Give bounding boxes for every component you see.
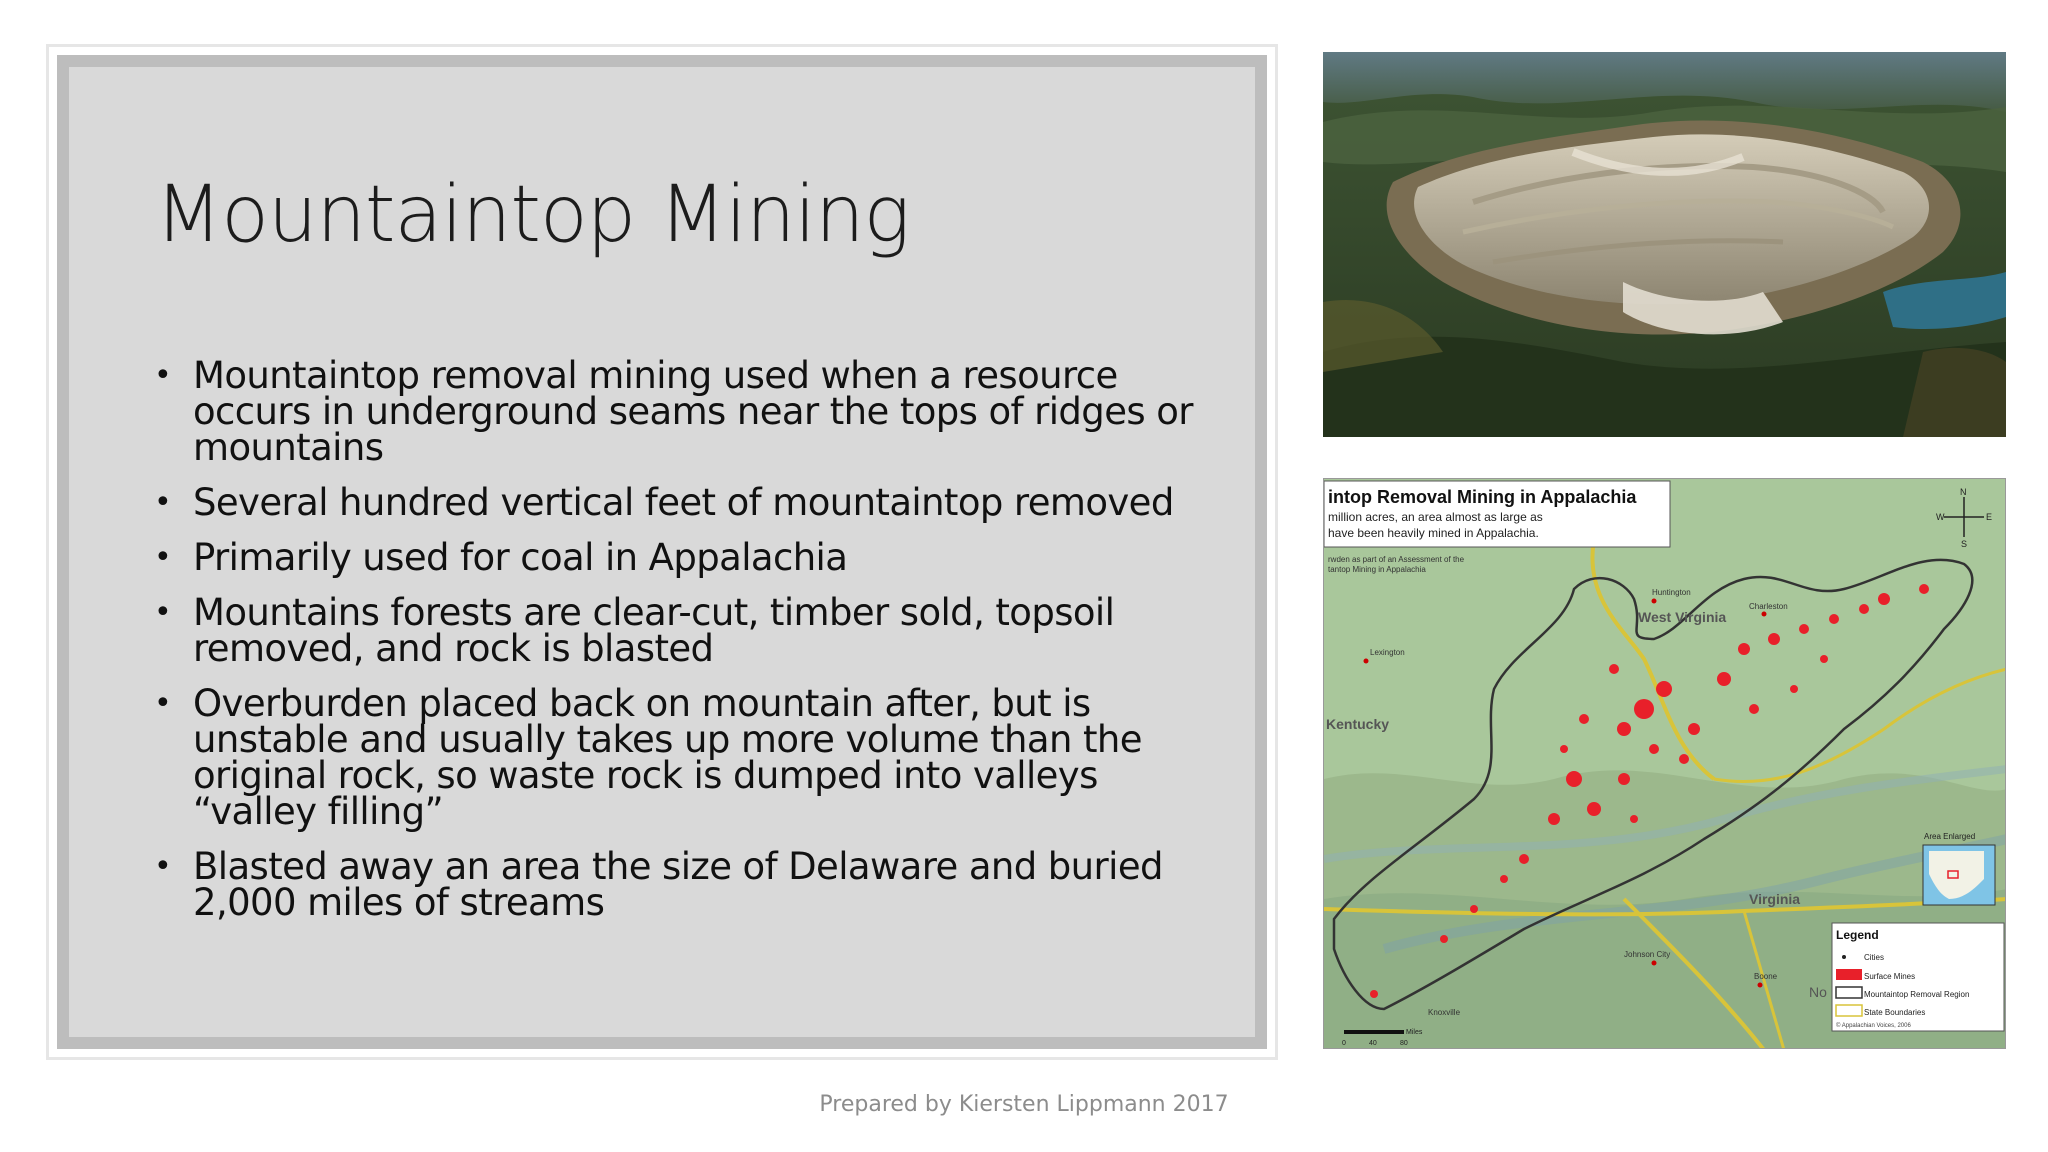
bullet-text: Blasted away an area the size of Delaware and buried 2,000 miles of streams [193, 845, 1163, 924]
map-subtitle-line2: have been heavily mined in Appalachia. [1328, 526, 1539, 540]
legend-cities: Cities [1864, 953, 1885, 962]
bullet-text: Mountains forests are clear-cut, timber sold, topsoil removed, and rock is blasted [193, 591, 1115, 670]
label-boone: Boone [1754, 972, 1778, 981]
city-dot [1758, 983, 1763, 988]
city-dot [1762, 612, 1767, 617]
map-title: intop Removal Mining in Appalachia [1328, 487, 1637, 507]
city-dot [1364, 659, 1369, 664]
bullet-icon: • [154, 686, 172, 721]
label-huntington: Huntington [1652, 588, 1691, 597]
bullet-item [150, 845, 1210, 924]
legend-mines-swatch [1836, 969, 1862, 980]
scale-80: 80 [1400, 1040, 1408, 1047]
map-subtitle-line1: million acres, an area almost as large as [1328, 510, 1543, 524]
appalachia-mining-map [1323, 478, 2006, 1049]
bullet-icon: • [154, 849, 172, 884]
legend-region: Mountaintop Removal Region [1864, 990, 1970, 999]
label-charleston: Charleston [1749, 602, 1788, 611]
bullet-text: Overburden placed back on mountain after, but is unstable and usually takes up more volume than the original rock, so waste rock is dumped into valleys “valley filling” [193, 682, 1142, 833]
city-dot [1652, 961, 1657, 966]
bullet-item [150, 591, 1210, 670]
legend-surface-mines: Surface Mines [1864, 972, 1916, 981]
scale-40: 40 [1369, 1040, 1377, 1047]
bullet-item [150, 536, 1210, 579]
bullet-icon: • [154, 540, 172, 575]
bullet-item [150, 481, 1210, 524]
slide-title: Mountaintop Mining [155, 170, 910, 260]
slide-footer: Prepared by Kiersten Lippmann 2017 [819, 1092, 1229, 1117]
label-kentucky: Kentucky [1326, 716, 1390, 732]
bullet-list [150, 354, 1210, 940]
compass-n: N [1960, 487, 1967, 497]
scale-bar [1344, 1030, 1404, 1034]
map-note-line1: rwden as part of an Assessment of the [1328, 555, 1465, 564]
bullet-text: Several hundred vertical feet of mountaintop removed [193, 481, 1174, 524]
bullet-icon: • [154, 358, 172, 393]
legend-state-boundaries: State Boundaries [1864, 1008, 1926, 1017]
scale-0: 0 [1342, 1040, 1346, 1047]
area-enlarged-label: Area Enlarged [1924, 832, 1976, 841]
scale-miles: Miles [1406, 1029, 1423, 1036]
label-no: No [1809, 984, 1827, 1000]
mountaintop-mine-photo [1323, 52, 2006, 437]
legend-cities-swatch [1842, 955, 1846, 959]
city-dot [1652, 599, 1657, 604]
label-lexington: Lexington [1370, 648, 1405, 657]
label-johnson-city: Johnson City [1624, 950, 1671, 959]
bullet-icon: • [154, 595, 172, 630]
map-note-line2: tantop Mining in Appalachia [1328, 565, 1426, 574]
bullet-text: Mountaintop removal mining used when a resource occurs in underground seams near the tops of ridges or mountains [193, 354, 1193, 469]
compass-e: E [1986, 512, 1993, 522]
photo-illustration [1323, 52, 2006, 437]
compass-w: W [1936, 512, 1945, 522]
map-illustration [1324, 479, 2006, 1049]
bullet-icon: • [154, 485, 172, 520]
bullet-item [150, 354, 1210, 469]
label-knoxville: Knoxville [1428, 1008, 1461, 1017]
label-virginia: Virginia [1749, 891, 1801, 907]
legend-title: Legend [1836, 928, 1879, 942]
label-west-virginia: West Virginia [1638, 609, 1727, 625]
bullet-text: Primarily used for coal in Appalachia [193, 536, 848, 579]
compass-s: S [1961, 539, 1968, 549]
bullet-item [150, 682, 1210, 833]
legend-credit: © Appalachian Voices, 2006 [1836, 1023, 1911, 1029]
